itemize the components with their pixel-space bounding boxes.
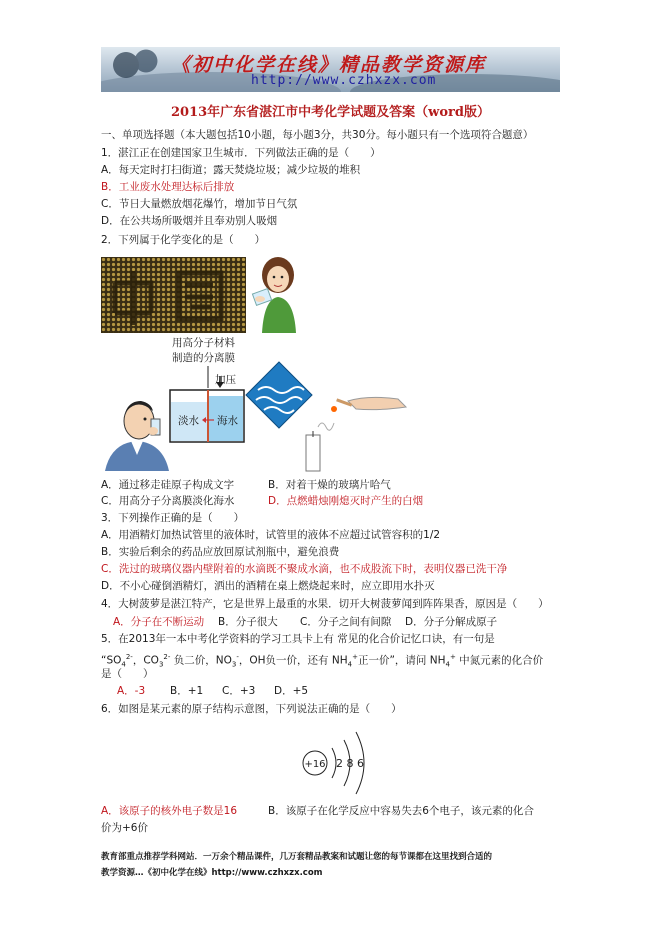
question-4-option-d: D．分子分解成原子	[405, 616, 498, 628]
question-4-option-b: B．分子很大	[218, 616, 278, 628]
question-5-option-b: B．+1	[170, 685, 204, 697]
question-5-stem-line1: 5．在2013年一本中考化学资料的学习工具卡上有 常见的化合价记忆口诀，有一句是	[101, 633, 495, 645]
fresh-water-label: 淡水	[178, 415, 199, 427]
membrane-label-line1: 用高分子材料	[172, 337, 235, 349]
question-5-option-d: D．+5	[274, 685, 309, 697]
pressure-label: 加压	[215, 374, 236, 386]
question-1-option-b-answer: B．工业废水处理达标后排放	[101, 181, 235, 193]
document-title: 2013年广东省湛江市中考化学试题及答案（word版）	[171, 105, 490, 120]
membrane-label-line2: 制造的分离膜	[172, 352, 235, 364]
membrane-desalination-diagram	[168, 366, 248, 446]
question-3-option-c-answer: C．洗过的玻璃仪器内壁附着的水滴既不聚成水滴，也不成股流下时，表明仪器已洗干净	[101, 563, 508, 575]
question-3-option-a: A．用酒精灯加热试管里的液体时，试管里的液体不应超过试管容积的1/2	[101, 529, 441, 541]
question-2-stem: 2．下列属于化学变化的是（ ）	[101, 234, 266, 246]
question-5-option-c: C．+3	[222, 685, 256, 697]
question-2-option-c: C．用高分子分离膜淡化海水	[101, 495, 235, 507]
question-4-option-a-answer: A．分子在不断运动	[113, 616, 205, 628]
question-5-stem-line3: 是（ ）	[101, 668, 154, 680]
question-6-option-b-line2: 价为+6价	[101, 822, 148, 834]
banner-title: 《初中化学在线》精品教学资源库	[171, 54, 487, 76]
footer-line1: 教育部重点推荐学科网站．一万余个精品课件，几万套精品教案和试题让您的每节课都在这里找到合适的	[101, 852, 493, 862]
question-6-option-a-answer: A．该原子的核外电子数是16	[101, 805, 238, 817]
electron-shell-counts: 2 8 6	[336, 757, 364, 770]
candle-smoke-image	[298, 393, 408, 473]
section-heading: 一、单项选择题（本大题包括10小题，每小题3分，共30分。每小题只有一个选项符合题意）	[101, 129, 534, 141]
nucleus-charge: +16	[304, 759, 326, 770]
question-3-stem: 3．下列操作正确的是（ ）	[101, 512, 245, 524]
question-2-option-d-answer: D．点燃蜡烛刚熄灭时产生的白烟	[268, 495, 424, 507]
sea-water-label: 海水	[217, 415, 238, 427]
footer-line2[interactable]: 教学资源…《初中化学在线》http://www.czhxzx.com	[101, 868, 323, 878]
girl-breathing-on-glass-image	[248, 253, 304, 333]
atomic-structure-diagram	[298, 728, 383, 798]
question-6-option-b-line1: B．该原子在化学反应中容易失去6个电子，该元素的化合	[268, 805, 534, 817]
banner-pine-decoration	[111, 49, 161, 89]
question-6-stem: 6．如图是某元素的原子结构示意图，下列说法正确的是（ ）	[101, 703, 402, 715]
question-5-option-a-answer: A．-3	[117, 685, 146, 697]
question-5-stem-line2: “$SO_4^{2-}$，$CO_3^{2-}$ 负二价，$NO_3^-$，OH负一价，还有 $NH_4^+$正一价”，请问 $NH_4^+$ 中氮元素的化合价	[101, 653, 544, 669]
question-4-option-c: C．分子之间有间隙	[300, 616, 392, 628]
question-3-option-b: B．实验后剩余的药品应放回原试剂瓶中，避免浪费	[101, 546, 340, 558]
banner-url[interactable]: http://www.czhxzx.com	[251, 73, 437, 88]
site-banner	[101, 47, 560, 92]
question-1-option-c: C．节日大量燃放烟花爆竹，增加节日气氛	[101, 198, 298, 210]
question-2-option-a: A．通过移走硅原子构成文字	[101, 479, 235, 491]
silicon-atom-text-image	[101, 257, 246, 333]
question-1-option-d: D．在公共场所吸烟并且奉劝别人吸烟	[101, 215, 278, 227]
question-4-stem: 4．大树菠萝是湛江特产，它是世界上最重的水果．切开大树菠萝闻到阵阵果香，原因是（ ）	[101, 598, 549, 610]
question-1-stem: 1．湛江正在创建国家卫生城市．下列做法正确的是（ ）	[101, 147, 381, 159]
question-3-option-d: D．不小心碰倒酒精灯，洒出的酒精在桌上燃烧起来时，应立即用水扑灭	[101, 580, 435, 592]
man-drinking-image	[101, 393, 173, 471]
question-2-option-b: B．对着干燥的玻璃片哈气	[268, 479, 391, 491]
question-1-option-a: A．每天定时打扫街道；露天焚烧垃圾；减少垃圾的堆积	[101, 164, 361, 176]
